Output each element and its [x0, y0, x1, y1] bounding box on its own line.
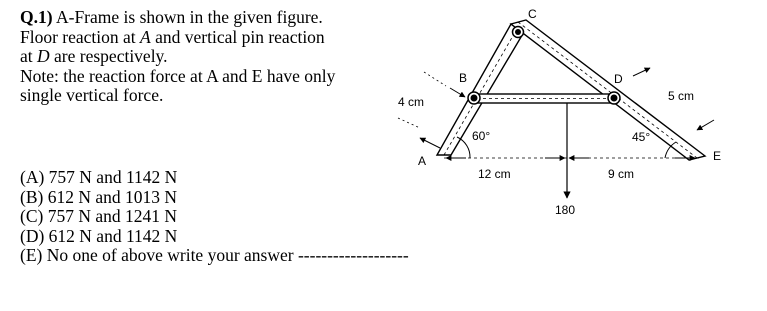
- pin-b: [468, 92, 480, 104]
- option-e-label: (E) No one of above write your answer: [20, 245, 294, 265]
- question-text-part: and vertical pin reaction: [150, 26, 325, 47]
- dim-right-label: 5 cm: [668, 89, 695, 103]
- cross-bar: [471, 94, 617, 103]
- pin-d: [608, 92, 620, 104]
- question-number: Q.1): [20, 7, 53, 27]
- option-c[interactable]: (C) 757 N and 1241 N: [20, 206, 177, 226]
- point-b-label: B: [459, 71, 468, 85]
- load-label: 180: [555, 203, 576, 217]
- note-line-1: Note: the reaction force at A and E have only: [20, 65, 336, 86]
- point-a-label: A: [418, 154, 427, 168]
- point-c-label: C: [528, 7, 537, 21]
- dim-bottom-right-label: 9 cm: [608, 167, 635, 181]
- option-b[interactable]: (B) 612 N and 1013 N: [20, 186, 177, 207]
- option-a[interactable]: (A) 757 N and 1142 N: [20, 167, 178, 187]
- option-d[interactable]: (D) 612 N and 1142 N: [20, 225, 178, 246]
- answer-blank[interactable]: -------------------: [293, 245, 409, 265]
- question-text-part: at: [20, 46, 38, 66]
- point-d-label: D: [614, 72, 623, 86]
- question-text-part: Floor reaction at: [20, 26, 141, 47]
- dim-bottom-left-label: 12 cm: [478, 167, 511, 181]
- dim-left-label: 4 cm: [398, 95, 425, 109]
- pin-c: [513, 27, 524, 38]
- question-title: A-Frame is shown in the given figure.: [52, 7, 323, 27]
- angle-right-label: 45°: [632, 130, 651, 144]
- angle-left-label: 60°: [472, 129, 491, 143]
- note-line-2: single vertical force.: [20, 85, 164, 105]
- variable-a: A: [140, 26, 151, 47]
- variable-d: D: [37, 46, 50, 66]
- question-text-part: are respectively.: [49, 46, 168, 66]
- point-e-label: E: [713, 149, 722, 163]
